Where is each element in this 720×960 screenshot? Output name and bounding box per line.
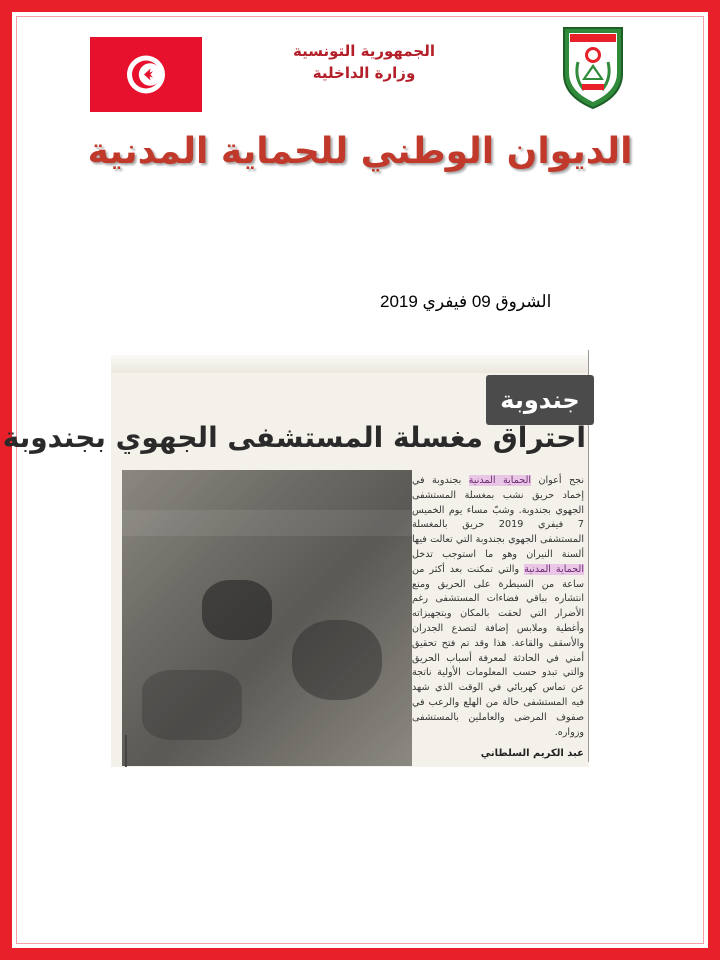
highlighted-term: الحماية المدنية — [468, 475, 532, 486]
header-ministry: وزارة الداخلية — [312, 64, 416, 82]
clipping-rule — [125, 735, 127, 767]
tunisia-flag-icon — [90, 37, 202, 112]
clipping-edge — [111, 355, 589, 373]
photo-shape — [202, 580, 272, 640]
article-body — [412, 474, 584, 740]
article-text: نجح أعوان — [531, 475, 584, 486]
article-byline: عبد الكريم السلطاني — [480, 748, 584, 759]
fire-photo — [122, 470, 412, 766]
article-text: بجندوبة في إخماد حريق نشب بمغسلة المستشفى الجهوي بجندوبة. وشبّ مساء يوم الخميس 7 فيفري 2019 حريق بالمغسلة المستشفى الجهوي بجندوبة التي تعالت فيها ألسنة النيران وهو ما استوجب تدخل — [412, 475, 584, 560]
source-line: الشروق 09 فيفري 2019 — [380, 292, 552, 311]
civil-protection-emblem-icon — [560, 22, 626, 110]
clipping-kicker: جندوبة — [486, 375, 594, 425]
header-republic: الجمهورية التونسية — [293, 42, 435, 60]
photo-shape — [292, 620, 382, 700]
highlighted-term: الحماية المدنية — [524, 563, 584, 575]
photo-shape — [142, 670, 242, 740]
clipping-headline: احتراق مغسلة المستشفى الجهوي بجندوبة — [2, 421, 586, 454]
article-text: والتي تمكنت بعد أكثر من ساعة من السيطرة على الحريق ومنع انتشاره بباقي فضاءات المستشفى رغم الأضرار التي لحقت بالمكان وبتجهيزاته وأغطية وملابس إضافة لتصدع الجدران والأسقف والقاعة. هذا وقد تم فتح تحقيق أمني في الحادثة لمعرفة أسباب الحريق والتي تبدو حسب المعلومات الأولية ناتجة عن تماس كهربائي في الوقت الذي شهد فيه المستشفى حالة من الهلع والرعب في صفوف المرضى والعاملين بالمستشفى وزواره. — [412, 563, 584, 738]
photo-streak — [122, 510, 412, 536]
header-agency-title: الديوان الوطني للحماية المدنية — [87, 131, 633, 172]
